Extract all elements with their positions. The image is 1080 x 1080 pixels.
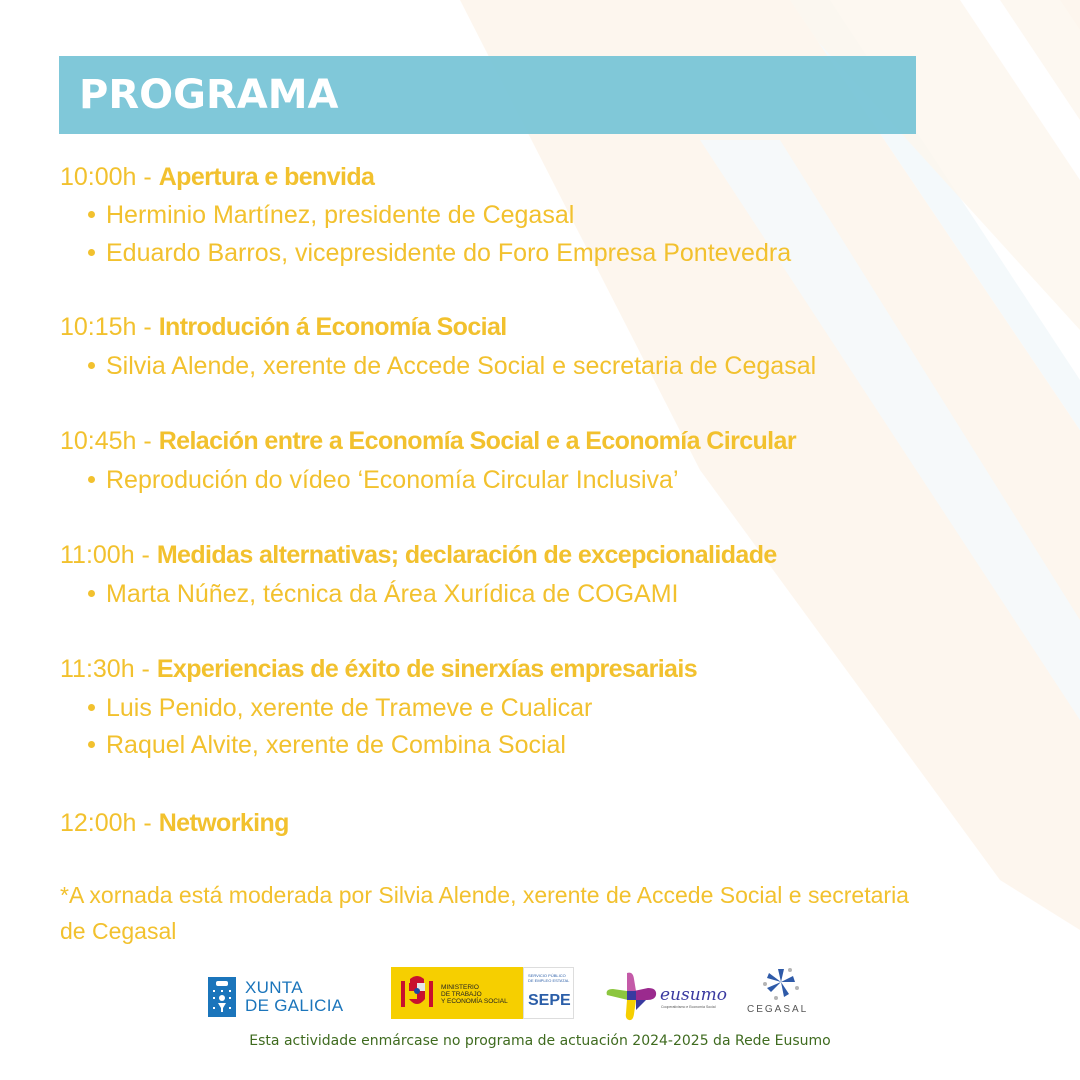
speaker-text: Luis Penido, xerente de Trameve e Cualicar bbox=[106, 694, 593, 722]
session-name: Medidas alternativas; declaración de excepcionalidade bbox=[156, 541, 777, 569]
ministerio-line3: Y ECONOMÍA SOCIAL bbox=[441, 998, 508, 1005]
bullet-icon bbox=[88, 704, 95, 711]
eusumo-logo bbox=[605, 971, 728, 1021]
bullet-icon bbox=[88, 362, 95, 369]
bullet-icon bbox=[88, 741, 95, 748]
cegasal-pinwheel-icon bbox=[763, 966, 801, 1002]
speaker-text: Silvia Alende, xerente de Accede Social e secretaria de Cegasal bbox=[106, 352, 817, 380]
bullet-icon bbox=[88, 249, 95, 256]
list-item bbox=[88, 351, 816, 381]
xunta-emblem-icon bbox=[208, 977, 236, 1017]
session-time: 11:30h - bbox=[60, 655, 157, 683]
speaker-text: Raquel Alvite, xerente de Combina Social bbox=[106, 731, 566, 759]
ministerio-line1: MINISTERIO bbox=[441, 984, 479, 991]
xunta-galicia-logo bbox=[208, 977, 358, 1017]
list-item bbox=[88, 730, 566, 760]
speaker-text: Herminio Martínez, presidente de Cegasal bbox=[106, 201, 575, 229]
list-item bbox=[88, 238, 791, 268]
list-item bbox=[88, 693, 592, 723]
cegasal-logo bbox=[745, 963, 815, 1023]
program-caption: Esta actividade enmárcase no programa de actuación 2024-2025 da Rede Eusumo bbox=[249, 1033, 831, 1049]
eusumo-wordmark: eusumo bbox=[660, 985, 728, 1005]
page-title: PROGRAMA bbox=[79, 72, 339, 118]
session-name: Experiencias de éxito de sinerxías empresariais bbox=[156, 655, 698, 683]
sepe-small-line2: DE EMPLEO ESTATAL bbox=[528, 978, 570, 983]
bullet-icon bbox=[88, 476, 95, 483]
session-name: Networking bbox=[158, 809, 289, 837]
eusumo-star-icon bbox=[605, 971, 659, 1021]
list-item bbox=[88, 465, 679, 495]
bullet-icon bbox=[88, 211, 95, 218]
ministerio-trabajo-logo bbox=[391, 967, 576, 1019]
session-title bbox=[60, 426, 796, 456]
speaker-text: Eduardo Barros, vicepresidente do Foro Empresa Pontevedra bbox=[106, 239, 792, 267]
sepe-small-line1: SERVICIO PÚBLICO bbox=[528, 973, 566, 978]
session-name: Relación entre a Economía Social e a Economía Circular bbox=[158, 427, 796, 455]
eusumo-tagline: Cooperativismo e Economía Social bbox=[661, 1005, 716, 1009]
session-time: 12:00h - bbox=[60, 809, 159, 837]
session-title bbox=[60, 162, 374, 192]
list-item bbox=[88, 200, 574, 230]
session-time: 10:00h - bbox=[60, 163, 159, 191]
spain-coat-of-arms-icon bbox=[399, 973, 435, 1013]
speaker-text: Marta Núñez, técnica da Área Xurídica de COGAMI bbox=[106, 580, 679, 608]
sponsor-logos bbox=[0, 963, 1080, 1023]
session-name: Introdución á Economía Social bbox=[158, 313, 507, 341]
moderator-footnote: *A xornada está moderada por Silvia Alende, xerente de Accede Social e secretaria de Cegasal bbox=[60, 882, 909, 944]
session-time: 10:45h - bbox=[60, 427, 159, 455]
session-name: Apertura e benvida bbox=[158, 163, 375, 191]
xunta-line2: DE GALICIA bbox=[245, 996, 344, 1015]
speaker-text: Reprodución do vídeo ‘Economía Circular Inclusiva’ bbox=[106, 466, 679, 494]
program-banner bbox=[59, 56, 916, 134]
session-title bbox=[60, 540, 777, 570]
list-item bbox=[88, 579, 678, 609]
session-title bbox=[60, 808, 289, 838]
session-title bbox=[60, 654, 697, 684]
cegasal-wordmark: CEGASAL bbox=[747, 1004, 809, 1015]
session-time: 10:15h - bbox=[60, 313, 159, 341]
session-time: 11:00h - bbox=[60, 541, 157, 569]
sepe-logo bbox=[523, 967, 574, 1019]
xunta-line1: XUNTA bbox=[245, 978, 303, 997]
session-title bbox=[60, 312, 507, 342]
sepe-wordmark: SEPE bbox=[528, 992, 571, 1009]
bullet-icon bbox=[88, 590, 95, 597]
ministerio-line2: DE TRABAJO bbox=[441, 991, 482, 998]
